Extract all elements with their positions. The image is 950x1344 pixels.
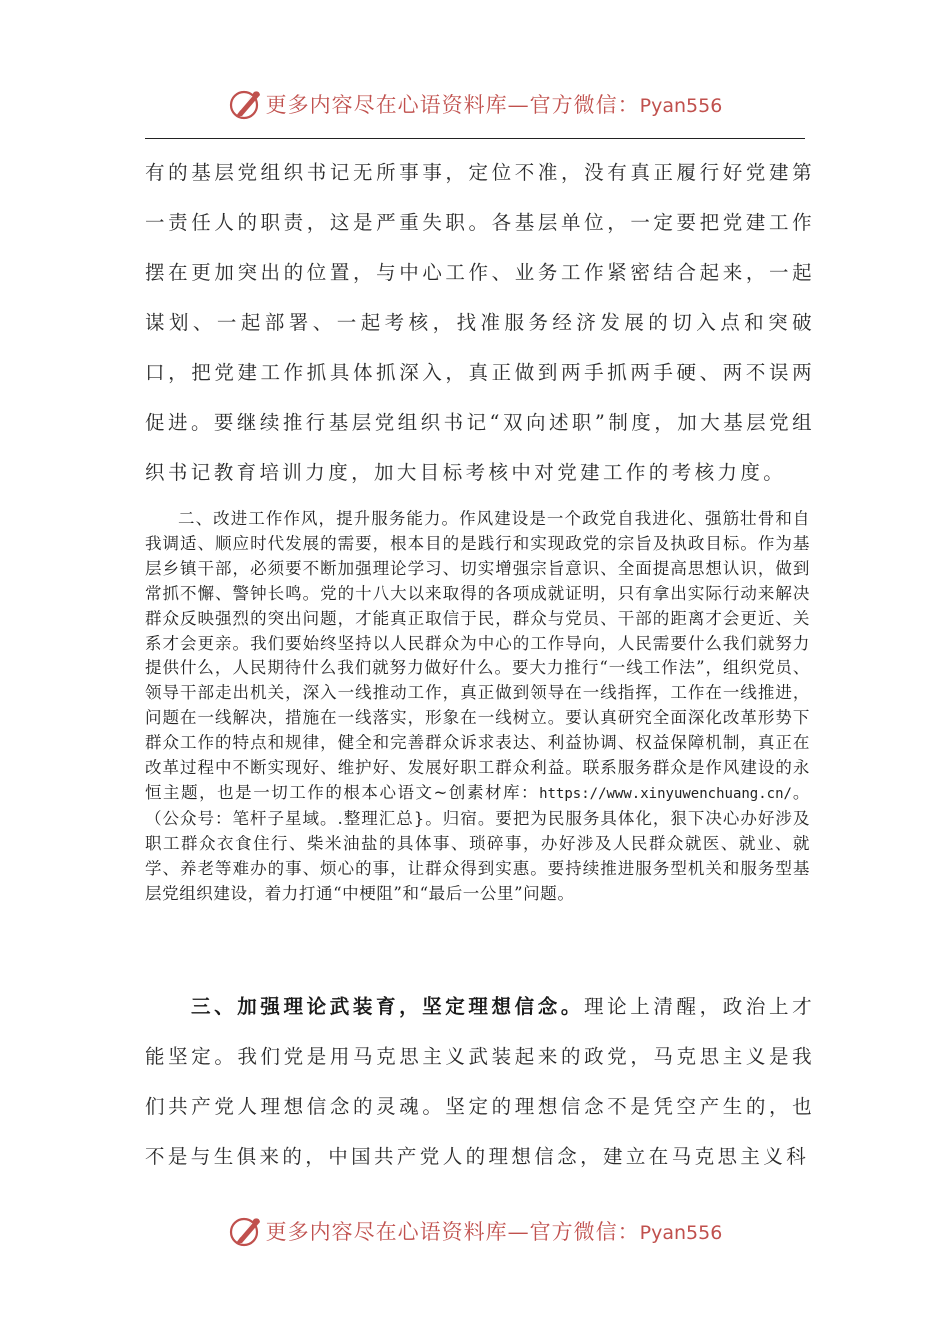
header-divider <box>145 138 805 139</box>
paragraph-3 <box>145 982 815 1182</box>
quill-pen-icon <box>228 1213 264 1249</box>
banner-text: 更多内容尽在心语资料库—官方微信：Pyan556 <box>265 1220 723 1244</box>
paragraph-1: 有的基层党组织书记无所事事，定位不准，没有真正履行好党建第一责任人的职责，这是严重失职。各基层单位，一定要把党建工作摆在更加突出的位置，与中心工作、业务工作紧密结合起来，一起谋划、一起部署、一起考核，找准服务经济发展的切入点和突破口，把党建工作抓具体抓深入，真正做到两手抓两手硬、两不误两促进。要继续推行基层党组织书记“双向述职”制度，加大基层党组织书记教育培训力度，加大目标考核中对党建工作的考核力度。 <box>145 161 815 484</box>
website-link[interactable]: https://www.xinyuwenchuang.cn/ <box>539 785 792 802</box>
wechat-id: Pyan556 <box>639 1222 723 1244</box>
paragraph-3-text: 理论上清醒，政治上才能坚定。我们党是用马克思主义武装起来的政党，马克思主义是我们共产党人理想信念的灵魂。坚定的理想信念不是凭空产生的，也不是与生俱来的，中国共产党人的理想信念，建立在马克思主义科 <box>145 995 815 1168</box>
wechat-id: Pyan556 <box>639 95 723 117</box>
paragraph-2 <box>145 507 810 907</box>
quill-pen-icon <box>228 86 264 122</box>
banner-text: 更多内容尽在心语资料库—官方微信：Pyan556 <box>265 93 723 117</box>
section-heading: 三、加强理论武装育，坚定理想信念。 <box>191 995 585 1018</box>
paragraph-2-text-b: 。（公众号：笔杆子星域。.整理汇总}。归宿。要把为民服务具体化，狠下决心办好涉及职工群众衣食住行、柴米油盐的具体事、琐碎事，办好涉及人民群众就医、就业、就学、养老等难办的事、烦心的事，让群众得到实惠。要持续推进服务型机关和服务型基层党组织建设，着力打通“中梗阻”和“最后一公里”问题。 <box>145 782 810 903</box>
paragraph-2-text-a: 二、改进工作作风，提升服务能力。作风建设是一个政党自我进化、强筋壮骨和自我调适、顺应时代发展的需要，根本目的是践行和实现政党的宗旨及执政目标。作为基层乡镇干部，必须要不断加强理论学习、切实增强宗旨意识、全面提高思想认识，做到常抓不懈、警钟长鸣。党的十八大以来取得的各项成就证明，只有拿出实际行动来解决群众反映强烈的突出问题，才能真正取信于民，群众与党员、干部的距离才会更近、关系才会更亲。我们要始终坚持以人民群众为中心的工作导向，人民需要什么我们就努力提供什么，人民期待什么我们就努力做好什么。要大力推行“一线工作法”，组织党员、领导干部走出机关，深入一线推动工作，真正做到领导在一线指挥，工作在一线推进，问题在一线解决，措施在一线落实，形象在一线树立。要认真研究全面深化改革形势下群众工作的特点和规律，健全和完善群众诉求表达、利益协调、权益保障机制，真正在改革过程中不断实现好、维护好、发展好职工群众利益。联系服务群众是作风建设的永恒主题，也是一切工作的根本心语文~创素材库： <box>145 509 810 802</box>
header-banner <box>0 84 950 124</box>
footer-banner <box>0 1211 950 1251</box>
